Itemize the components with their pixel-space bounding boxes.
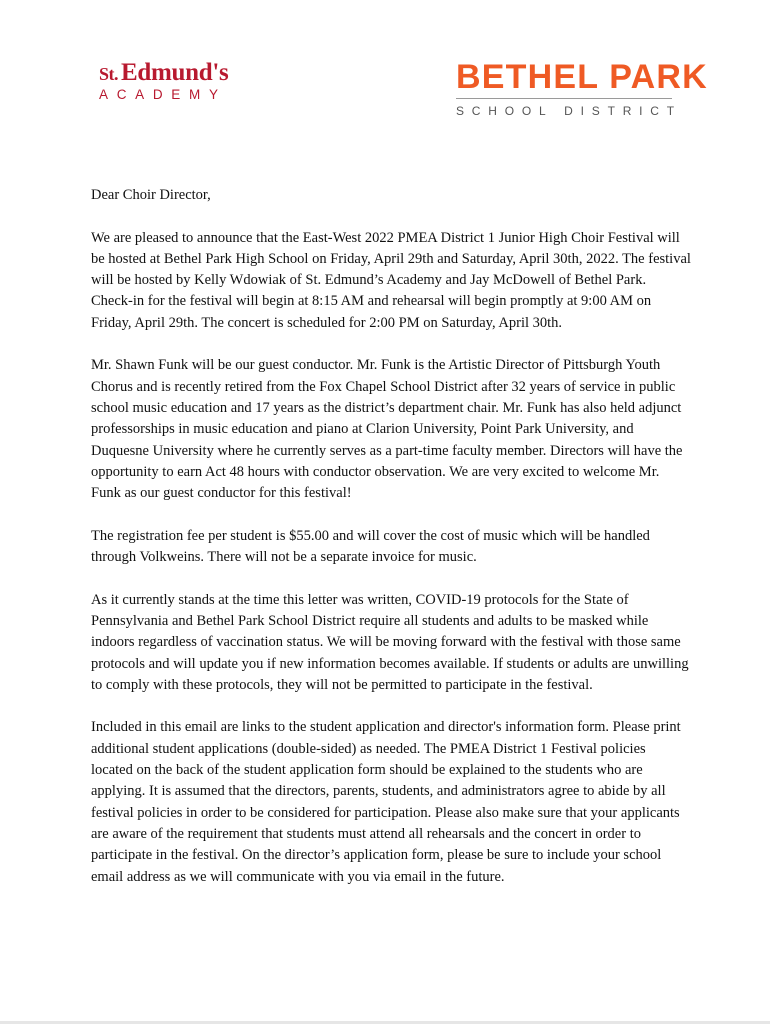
bethel-park-subtitle: SCHOOL DISTRICT (456, 104, 682, 118)
bethel-park-wordmark: BETHEL PARK (456, 58, 708, 96)
st-edmunds-name: Edmund's (121, 59, 229, 86)
letter-body (91, 185, 691, 909)
paragraph-application-forms: Included in this email are links to the student application and director's information form. Please print additional student applications (double-sided) as needed. The PMEA District 1 Festival policies located on the back of the student application form should be explained to the students who are applying. It is assumed that the directors, parents, students, and administrators agree to abide by all festival policies in order to be considered for participation. Please also make sure that your applicants are aware of the requirement that students must attend all rehearsals and the concert in order to participate in the festival. On the director’s application form, please be sure to include your school email address as we will communicate with you via email in the future. (91, 719, 681, 885)
paragraph-guest-conductor: Mr. Shawn Funk will be our guest conductor. Mr. Funk is the Artistic Director of Pittsburgh Youth Chorus and is recently retired from the Fox Chapel School District after 32 years of service in public school music education and 17 years as the district’s department chair. Mr. Funk has also held adjunct professorships in music education and piano at Clarion University, Point Park University, and Duquesne University where he currently serves as a part-time faculty member. Directors will have the opportunity to earn Act 48 hours with conductor observation. We are very excited to welcome Mr. Funk as our guest conductor for this festival! (91, 357, 683, 502)
st-edmunds-wordmark (99, 60, 261, 85)
paragraph-festival-announcement: We are pleased to announce that the East-West 2022 PMEA District 1 Junior High Choir Festival will be hosted at Bethel Park High School on Friday, April 29th and Saturday, April 30th, 2022. The festival will be hosted by Kelly Wdowiak of St. Edmund’s Academy and Jay McDowell of Bethel Park. Check-in for the festival will begin at 8:15 AM and rehearsal will begin promptly at 9:00 AM on Friday, April 29th. The concert is scheduled for 2:00 PM on Saturday, April 30th. (91, 229, 691, 331)
bethel-park-logo (456, 58, 708, 118)
st-edmunds-subtitle: ACADEMY (99, 87, 227, 102)
paragraph-registration-fee: The registration fee per student is $55.00 and will cover the cost of music which will be handled through Volkweins. There will not be a separate invoice for music. (91, 527, 650, 566)
st-edmunds-prefix: St. (99, 64, 119, 84)
paragraph-covid-protocols: As it currently stands at the time this letter was written, COVID-19 protocols for the State of Pennsylvania and Bethel Park School District require all students and adults to be masked while indoors regardless of vaccination status. We will be moving forward with the festival with those same protocols and will update you if new information becomes available. If students or adults are unwilling to comply with these protocols, they will not be permitted to participate in the festival. (91, 591, 689, 693)
bethel-park-divider (456, 98, 672, 99)
letter-salutation: Dear Choir Director, (91, 187, 211, 203)
st-edmunds-academy-logo (99, 60, 261, 104)
